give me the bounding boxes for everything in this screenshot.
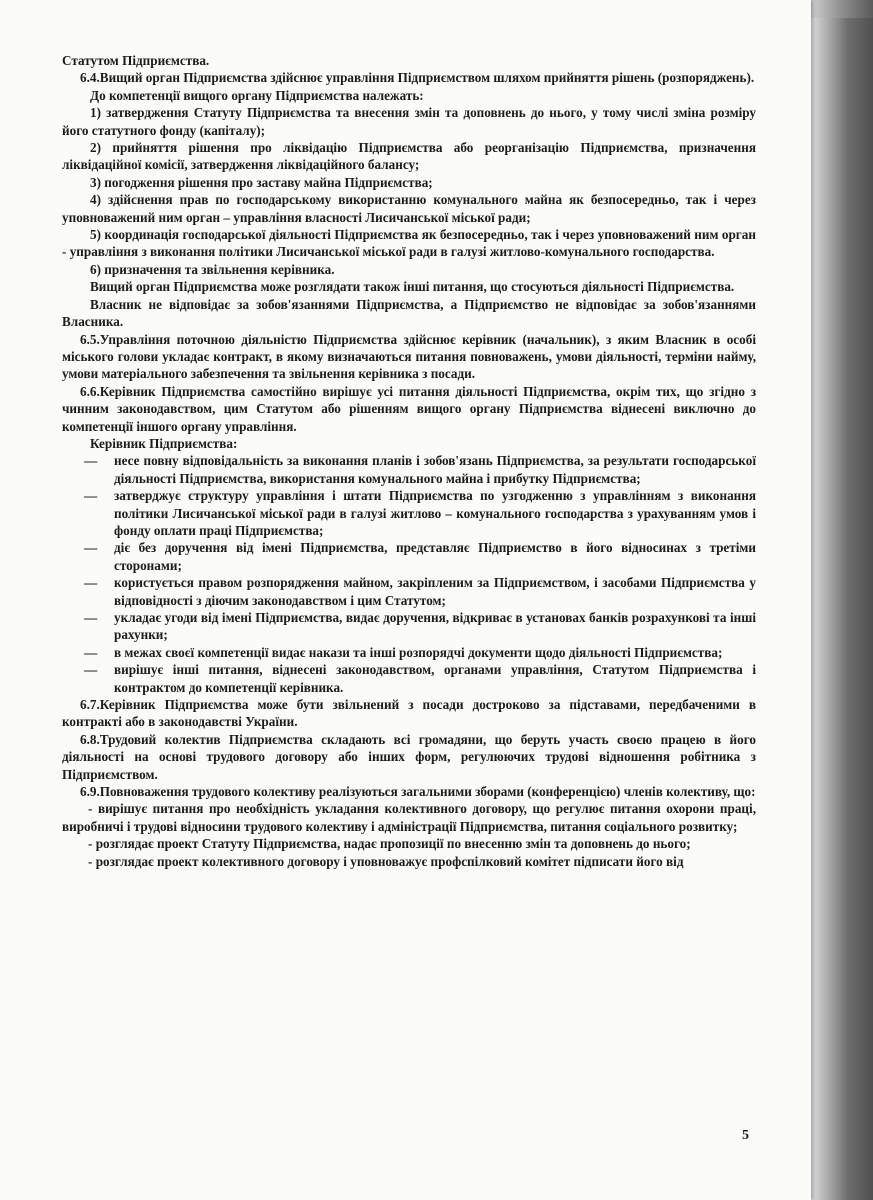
- duty-text: затверджує структуру управління і штати Підприємства по узгодженню з управлінням з виконання політики Лисичанської міської ради в галузі житлово – комунального господарства з урахуванням умов і фонду оплати праці Підприємства;: [114, 488, 756, 538]
- competence-item-3: 3) погодження рішення про заставу майна Підприємства;: [90, 174, 433, 190]
- paragraph-6-5: 6.5.Управління поточною діяльністю Підприємства здійснює керівник (начальник), з яким Власник в особі міського голови укладає контракт, в якому визначаються питання повноважень, умови діяльності, терміни найму, умови матеріального забезпечення та звільнення керівника з посади.: [62, 331, 756, 382]
- paragraph-6-7: 6.7.Керівник Підприємства може бути звільнений з посади достроково за підставами, передбаченими в контракті або в законодавстві України.: [62, 697, 756, 730]
- head-duties-list: [62, 452, 756, 696]
- competence-item-1: 1) затвердження Статуту Підприємства та внесення змін та доповнень до нього, у тому числі зміна розміру його статутного фонду (капіталу);: [62, 105, 756, 138]
- paragraph-6-8: 6.8.Трудовий колектив Підприємства складають всі громадяни, що беруть участь своєю працею в його діяльності на основі трудового договору або інших форм, регулюючих трудові відношення робітника з Підприємством.: [62, 731, 756, 782]
- competence-item-6: 6) призначення та звільнення керівника.: [90, 261, 335, 277]
- duty-text: в межах своєї компетенції видає накази та інші розпорядчі документи щодо діяльності Підприємства;: [114, 644, 723, 660]
- dash-marker: —: [84, 610, 98, 625]
- list-item: [62, 644, 756, 661]
- duty-text: вирішує інші питання, віднесені законодавством, органами управління, Статутом Підприємства і контрактом до компетенції керівника.: [114, 662, 756, 695]
- page-number: 5: [742, 1128, 749, 1143]
- competence-item-5: 5) координація господарської діяльності Підприємства як безпосередньо, так і через уповноважений ним орган - управління з виконання політики Лисичанської міської ради в галузі житлово-комунального господарства.: [62, 227, 756, 260]
- list-item: [62, 452, 756, 487]
- paragraph-competence-intro: До компетенції вищого органу Підприємства належать:: [90, 87, 424, 103]
- list-item: [62, 539, 756, 574]
- dash-marker: —: [84, 540, 98, 556]
- paragraph-continuation: Статутом Підприємства.: [62, 53, 210, 68]
- list-item: [62, 574, 756, 609]
- collective-item-2: - розглядає проект Статуту Підприємства, надає пропозиції по внесенню змін та доповнень до нього;: [88, 836, 691, 852]
- paragraph-owner-liability: Власник не відповідає за зобов'язаннями Підприємства, а Підприємство не відповідає за зобов'язаннями Власника.: [62, 296, 756, 330]
- scanner-edge: [811, 0, 873, 1200]
- duty-text: діє без доручення від імені Підприємства, представляє Підприємство в його відносинах з третіми сторонами;: [114, 540, 756, 573]
- paragraph-6-4: 6.4.Вищий орган Підприємства здійснює управління Підприємством шляхом прийняття рішень (розпоряджень).: [80, 70, 755, 86]
- paragraph-other-matters: Вищий орган Підприємства може розглядати також інші питання, що стосуються діяльності Підприємства.: [90, 279, 735, 295]
- collective-item-1: - вирішує питання про необхідність укладання колективного договору, що регулює питання охорони праці, виробничі і трудові відносини трудового колективу і адміністрації Підприємства, питання соціального розвитку;: [62, 801, 756, 834]
- list-item: [62, 487, 756, 539]
- paragraph-6-6: 6.6.Керівник Підприємства самостійно вирішує усі питання діяльності Підприємства, окрім тих, що згідно з чинним законодавством, цим Статутом або рішенням вищого органу Підприємства віднесені виключно до компетенції іншого органу управління.: [62, 383, 756, 434]
- competence-item-2: 2) прийняття рішення про ліквідацію Підприємства або реорганізацію Підприємства, призначення ліквідаційної комісії, затвердження ліквідаційного балансу;: [62, 140, 756, 173]
- dash-marker: —: [84, 488, 98, 504]
- paragraph-6-9: 6.9.Повноваження трудового колективу реалізуються загальними зборами (конференцією) членів колективу, що:: [80, 784, 756, 800]
- collective-item-3: - розглядає проект колективного договору і уповноважує профспілковий комітет підписати його від: [88, 853, 684, 869]
- document-body: [62, 52, 756, 870]
- dash-marker: —: [84, 575, 98, 591]
- competence-item-4: 4) здійснення прав по господарському використанню комунального майна як безпосередньо, так і через уповноважений ним орган – управління власності Лисичанської міської ради;: [62, 192, 756, 225]
- list-item: [62, 661, 756, 696]
- list-item: [62, 609, 756, 644]
- duty-text: користується правом розпорядження майном, закріпленим за Підприємством, і засобами Підприємства у відповідності з діючим законодавством і цим Статутом;: [114, 575, 756, 608]
- duty-text: несе повну відповідальність за виконання планів і зобов'язань Підприємства, за результати господарської діяльності Підприємства, використання комунального майна і прибутку Підприємства;: [114, 453, 756, 486]
- duty-text: укладає угоди від імені Підприємства, видає доручення, відкриває в установах банків розрахункові та інші рахунки;: [114, 610, 756, 643]
- dash-marker: —: [84, 662, 98, 678]
- paragraph-head-intro: Керівник Підприємства:: [90, 435, 238, 451]
- dash-marker: —: [84, 453, 98, 469]
- dash-marker: —: [84, 644, 98, 660]
- scanner-edge-top: [811, 0, 873, 18]
